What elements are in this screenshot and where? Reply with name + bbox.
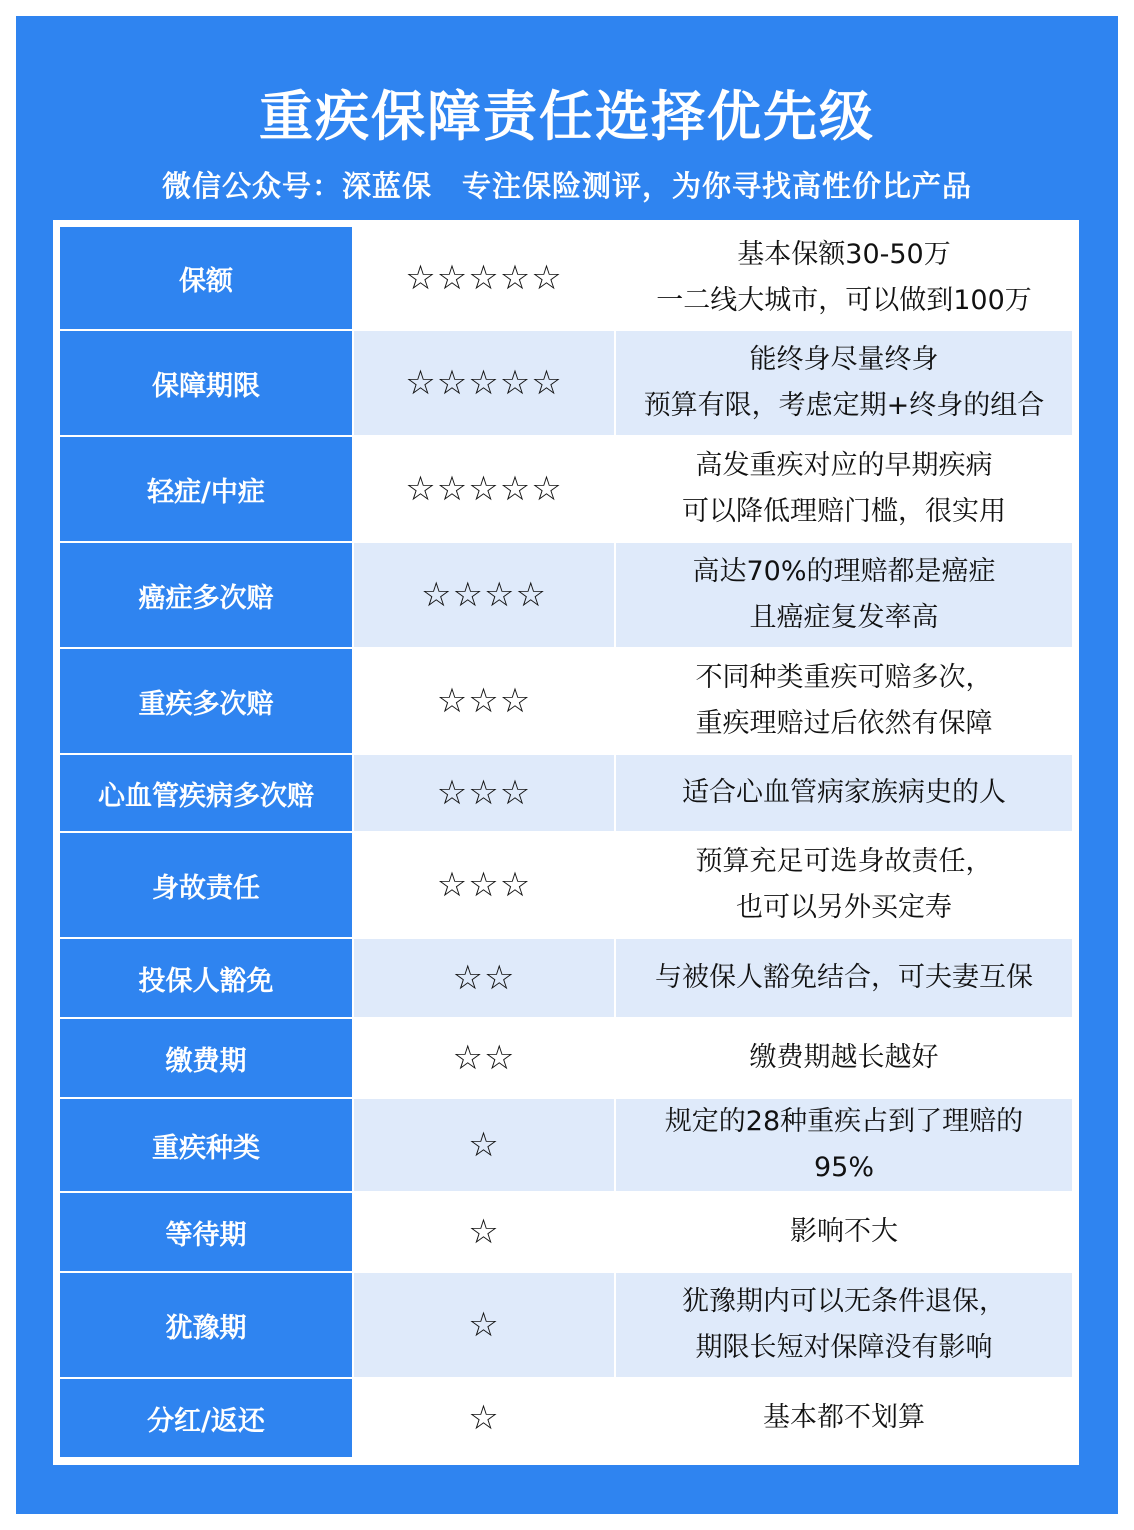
row-label: 轻症/中症: [59, 436, 353, 542]
description-line: 适合心血管病家族病史的人: [682, 777, 1006, 808]
table-row: [59, 1272, 1073, 1378]
description-line: 犹豫期内可以无条件退保，: [682, 1286, 1006, 1317]
priority-table-frame: [53, 220, 1079, 1465]
description-line: 影响不大: [790, 1216, 898, 1247]
description-line: 预算有限，考虑定期+终身的组合: [643, 390, 1045, 421]
row-description: [615, 754, 1073, 832]
row-description: [615, 436, 1073, 542]
star-rating: ☆☆: [353, 938, 615, 1018]
description-line: 高达70%的理赔都是癌症: [692, 556, 996, 587]
table-row: [59, 648, 1073, 754]
star-rating: ☆☆: [353, 1018, 615, 1098]
table-row: [59, 754, 1073, 832]
row-description: [615, 648, 1073, 754]
description-line: 期限长短对保障没有影响: [695, 1332, 993, 1363]
description-line: 基本都不划算: [763, 1402, 925, 1433]
row-label: 身故责任: [59, 832, 353, 938]
table-row: [59, 1098, 1073, 1192]
table-row: [59, 832, 1073, 938]
description-line: 基本保额30-50万: [737, 239, 951, 270]
star-rating: ☆☆☆: [353, 754, 615, 832]
description-line: 能终身尽量终身: [749, 344, 939, 375]
star-rating: ☆☆☆☆☆: [353, 330, 615, 436]
description-line: 一二线大城市，可以做到100万: [656, 285, 1032, 316]
star-rating: ☆: [353, 1192, 615, 1272]
star-rating: ☆☆☆: [353, 648, 615, 754]
poster-background: [16, 16, 1118, 1514]
description-line: 不同种类重疾可赔多次，: [695, 662, 993, 693]
row-label: 重疾种类: [59, 1098, 353, 1192]
row-label: 分红/返还: [59, 1378, 353, 1458]
priority-table: [58, 225, 1074, 1459]
row-label: 等待期: [59, 1192, 353, 1272]
description-line: 可以降低理赔门槛，很实用: [682, 496, 1006, 527]
row-label: 保障期限: [59, 330, 353, 436]
table-row: [59, 542, 1073, 648]
row-label: 投保人豁免: [59, 938, 353, 1018]
table-row: [59, 1378, 1073, 1458]
row-description: [615, 330, 1073, 436]
description-line: 且癌症复发率高: [749, 602, 939, 633]
star-rating: ☆☆☆☆: [353, 542, 615, 648]
star-rating: ☆☆☆: [353, 832, 615, 938]
row-description: [615, 832, 1073, 938]
description-line: 预算充足可选身故责任，: [695, 846, 993, 877]
row-label: 犹豫期: [59, 1272, 353, 1378]
row-label: 心血管疾病多次赔: [59, 754, 353, 832]
table-row: [59, 938, 1073, 1018]
table-row: [59, 436, 1073, 542]
description-line: 95%: [813, 1152, 874, 1183]
row-description: [615, 1018, 1073, 1098]
row-description: [615, 1098, 1073, 1192]
row-description: [615, 1192, 1073, 1272]
star-rating: ☆: [353, 1272, 615, 1378]
description-line: 规定的28种重疾占到了理赔的: [664, 1106, 1024, 1137]
row-label: 保额: [59, 226, 353, 330]
description-line: 重疾理赔过后依然有保障: [695, 708, 993, 739]
description-line: 缴费期越长越好: [749, 1042, 939, 1073]
row-description: [615, 542, 1073, 648]
star-rating: ☆: [353, 1098, 615, 1192]
table-row: [59, 1018, 1073, 1098]
description-line: 高发重疾对应的早期疾病: [695, 450, 993, 481]
page-title: 重疾保障责任选择优先级: [259, 85, 875, 148]
row-description: [615, 226, 1073, 330]
page-subtitle: 微信公众号：深蓝保 专注保险测评，为你寻找高性价比产品: [161, 169, 972, 203]
description-line: 也可以另外买定寿: [736, 892, 952, 923]
table-row: [59, 226, 1073, 330]
table-row: [59, 1192, 1073, 1272]
star-rating: ☆☆☆☆☆: [353, 436, 615, 542]
row-description: [615, 1272, 1073, 1378]
description-line: 与被保人豁免结合，可夫妻互保: [655, 962, 1033, 993]
table-row: [59, 330, 1073, 436]
row-label: 癌症多次赔: [59, 542, 353, 648]
star-rating: ☆☆☆☆☆: [353, 226, 615, 330]
row-description: [615, 1378, 1073, 1458]
row-label: 重疾多次赔: [59, 648, 353, 754]
row-label: 缴费期: [59, 1018, 353, 1098]
star-rating: ☆: [353, 1378, 615, 1458]
row-description: [615, 938, 1073, 1018]
